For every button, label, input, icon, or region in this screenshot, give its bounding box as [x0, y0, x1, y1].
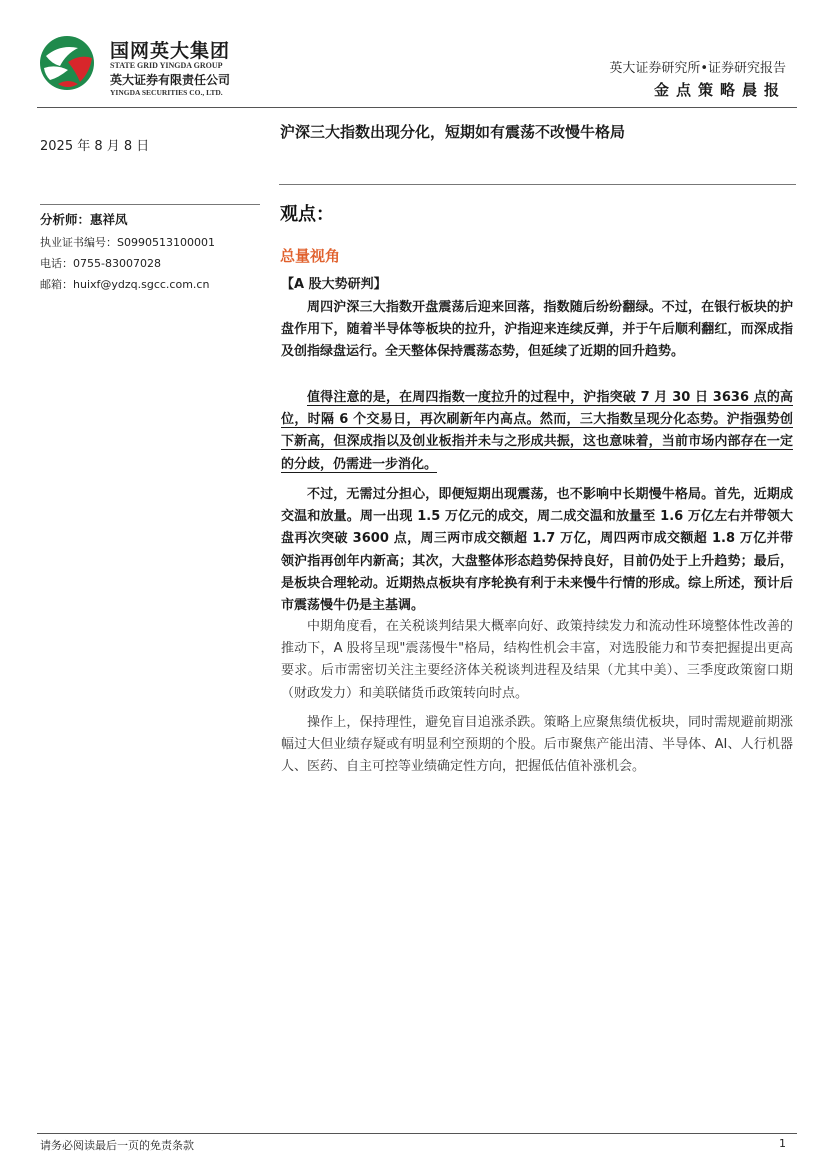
paragraph-5: 操作上，保持理性，避免盲目追涨杀跌。策略上应聚焦绩优板块，同时需规避前期涨幅过大但业绩存疑或有明显利空预期的个股。后市聚焦产能出清、半导体、AI、人行机器人、医药、自主可控等业绩确定性方向，把握低估值补涨机会。: [281, 715, 793, 775]
paragraph-4: 中期角度看，在关税谈判结果大概率向好、政策持续发力和流动性环境整体性改善的推动下，A 股将呈现"震荡慢牛"格局，结构性机会丰富，对选股能力和节奏把握提出更高要求。后市需密切关注主要经济体关税谈判进程及结果（尤其中美）、三季度政策窗口期（财政发力）和美联储货币政策转向时点。: [281, 619, 793, 701]
subsection-title: 【A 股大势研判】: [281, 277, 387, 292]
report-series-title: 金点策略晨报: [653, 81, 786, 99]
logo-group-name: 国网英大集团: [110, 40, 231, 62]
paragraph-1: 周四沪深三大指数开盘震荡后迎来回落，指数随后纷纷翻绿。不过，在银行板块的护盘作用下，随着半导体等板块的拉升，沪指迎来连续反弹，并于午后顺利翻红，而深成指及创指绿盘运行。全天整体保持震荡态势，但延续了近期的回升趋势。: [281, 300, 793, 360]
logo-company-name: 英大证券有限责任公司: [110, 73, 231, 87]
headline-divider: [279, 184, 796, 185]
viewpoint-title: 观点：: [280, 204, 334, 225]
page-number: 1: [779, 1137, 786, 1150]
report-headline: 沪深三大指数出现分化，短期如有震荡不改慢牛格局: [280, 123, 626, 141]
report-date: 2025 年 8 月 8 日: [40, 139, 150, 154]
paragraph-2: [281, 387, 793, 476]
analyst-email: 邮箱：huixf@ydzq.sgcc.com.cn: [40, 278, 210, 291]
logo-company-name-en: YINGDA SECURITIES CO., LTD.: [110, 88, 223, 97]
sidebar-divider: [40, 204, 260, 205]
paragraph-3: 不过，无需过分担心，即便短期出现震荡，也不影响中长期慢牛格局。首先，近期成交温和放量。周一出现 1.5 万亿元的成交，周二成交温和放量至 1.6 万亿左右并带领大盘再次突破 3600 点，周三两市成交额超 1.7 万亿，周四两市成交额超 1.8 万亿并带领沪指再创年内新高；其次，大盘整体形态趋势保持良好，目前仍处于上升趋势；最后，是板块合理轮动。近期热点板块有序轮换有利于未来慢牛行情的形成。综上所述，预计后市震荡慢牛仍是主基调。: [281, 487, 793, 614]
institute-line: 英大证券研究所•证券研究报告: [609, 61, 786, 76]
disclaimer-note: 请务必阅读最后一页的免责条款: [40, 1139, 194, 1152]
globe-logo-icon: [38, 34, 96, 92]
header-divider: [37, 107, 797, 108]
analyst-phone: 电话：0755-83007028: [40, 257, 161, 270]
logo-group-name-en: STATE GRID YINGDA GROUP: [110, 61, 223, 70]
footer-divider: [37, 1133, 797, 1134]
company-logo: [38, 30, 278, 100]
analyst-cert-number: 执业证书编号：S0990513100001: [40, 236, 215, 249]
section-title: 总量视角: [280, 247, 341, 265]
paragraph-2-text: 值得注意的是，在周四指数一度拉升的过程中，沪指突破 7 月 30 日 3636 点的高位，时隔 6 个交易日，再次刷新年内高点。然而，三大指数呈现分化态势。沪指强势创下新高，但深成指以及创业板指并未与之形成共振，这也意味着，当前市场内部存在一定的分歧，仍需进一步消化。: [281, 390, 793, 472]
analyst-name: 分析师：惠祥凤: [40, 212, 128, 227]
